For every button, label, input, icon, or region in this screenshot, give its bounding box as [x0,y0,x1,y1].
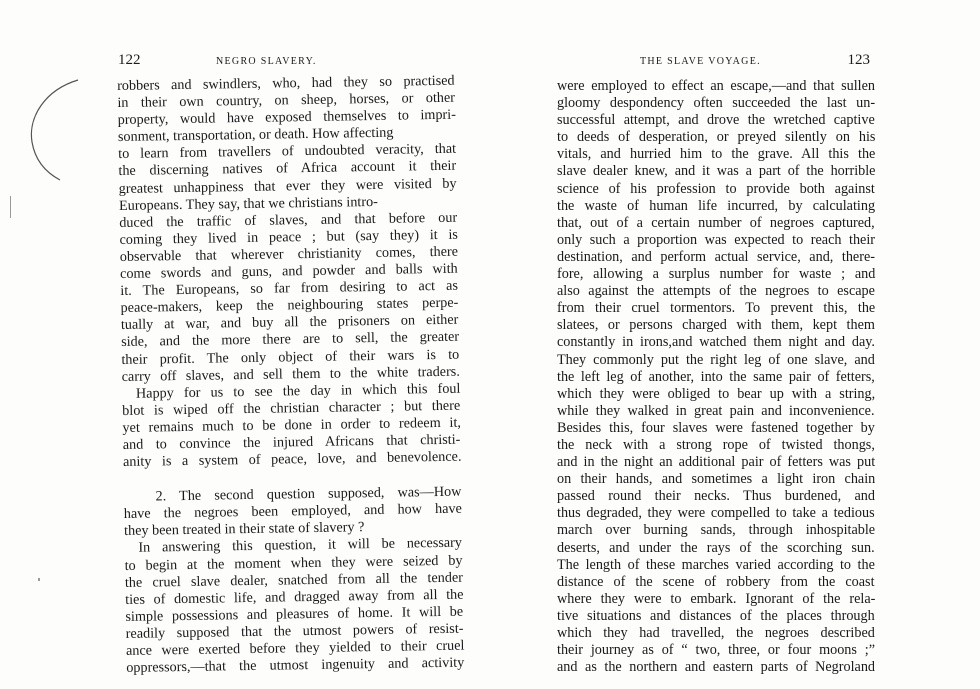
text-line: duced the traffic of slaves, and that before our [119,209,458,231]
text-line: the waste of human life incurred, by calculating [557,197,876,214]
left-page-body [117,73,464,677]
text-line: have the negroes been employed, and how have [123,500,462,523]
text-line: they been treated in their state of slavery ? [123,519,365,540]
text-line: observable that wherever christianity comes, there [119,243,459,265]
text-line: to begin at the moment when they were seized by [124,552,463,574]
text-line: 2. The second question supposed, was—How [155,483,462,505]
text-line: blot is wiped off the christian character ; but there [122,397,461,419]
margin-dot-mark [38,578,40,581]
text-line: were employed to effect an escape,—and that sullen [557,78,875,94]
left-page-header [118,52,448,74]
text-line: the left leg of another, into the same pair of fetters, [557,368,875,385]
text-line: tive situations and distances of the places through [557,607,875,624]
text-line: from their cruel tormentors. To prevent this, the [557,300,876,317]
text-line: vitals, and hurried him to the grave. All this the [557,146,876,163]
text-line: ance were exerted before they yielded to their cruel [125,637,465,659]
text-line: successful attempt, and drove the wretched captive [557,112,875,129]
text-line: march over burning sands, through inhospitable [557,522,876,539]
text-line: and as the northern and eastern parts of Negroland [557,659,876,676]
margin-tick-mark [10,196,11,218]
text-line: tually at war, and buy all the prisoners on either [120,311,459,334]
text-line: carry off slaves, and sell them to the white traders. [121,363,460,385]
text-line: in their own country, on sheep, horses, or other [117,89,456,112]
text-line: sonment, transportation, or death. How affecting [117,124,394,146]
left-running-head: NEGRO SLAVERY. [216,56,317,67]
text-line: The length of these marches varied according to the [557,556,875,573]
text-line: constantly in irons,and watched them night and day. [557,334,875,351]
right-page-body [557,78,875,676]
text-line: which they were obliged to bear up with a string, [557,385,876,402]
right-page [490,0,980,689]
text-line: the discerning natives of Africa account it their [118,158,457,180]
text-line: Besides this, four slaves were fastened together by [557,419,875,436]
text-line: side, and the more there are to sell, the greater [121,329,460,351]
left-page-number: 122 [118,52,141,68]
text-line: also against the attempts of the negroes to escape [557,283,875,300]
text-line: They commonly put the right leg of one slave, and [557,351,875,368]
text-line: coming they lived in peace ; but (say they) it is [119,226,458,248]
text-line: slatees, or persons charged with them, kept them [557,317,875,334]
text-line: Happy for us to see the day in which this foul [135,380,461,402]
text-line: destination, and perform actual service, and, there- [557,248,875,265]
text-line: Europeans. They say, that we christians intro- [118,193,378,214]
text-line: yet remains much to be done in order to redeem it, [122,414,462,436]
text-line: their profit. The only object of their wars is to [121,346,460,368]
text-line: science of his profession to provide both against [557,180,875,197]
text-line: their journey as of “ two, three, or four moons ;” [557,642,876,659]
text-line: property, would have exposed themselves to impri- [117,106,456,129]
text-line: that, out of a certain number of negroes captured, [557,214,875,231]
text-line: while they walked in great pain and inconvenience. [557,402,875,419]
text-line: where they were to embark. Ignorant of the rela- [557,590,876,607]
text-line: simple possessions and pleasures of home. It will be [125,603,464,625]
right-running-head: THE SLAVE VOYAGE. [640,56,761,67]
text-line: readily supposed that the utmost powers of resist- [125,620,464,642]
text-line: robbers and swindlers, who, had they so practised [117,72,455,94]
text-line: to deeds of desperation, or preyed silently on his [557,129,876,146]
text-line: ties of domestic life, and dragged away from all the [125,586,464,608]
text-line: gloomy despondency often succeeded the last un- [557,95,876,112]
text-line: deserts, and under the rays of the scorching sun. [557,539,875,556]
text-line: only such a proportion was expected to reach their [557,231,876,248]
margin-pencil-mark [20,72,80,182]
text-line: come swords and guns, and powder and balls with [119,260,458,283]
text-line: the cruel slave dealer, snatched from all the tender [124,569,464,591]
text-line: and in the night an additional pair of fetters was put [557,454,876,471]
text-line: anity is a system of peace, love, and benevolence. [122,448,462,471]
text-line: peace-makers, keep the neighbouring states perpe- [120,294,459,317]
text-line: fore, allowing a surplus number for waste ; and [557,266,876,283]
text-line: thus degraded, they were compelled to take a tedious [557,505,875,522]
right-page-number: 123 [847,52,870,68]
right-page-header [640,52,870,74]
text-line: on their hands, and sometimes a light iron chain [557,471,876,488]
text-line: slave dealer knew, and it was a part of the horrible [557,163,876,180]
text-line: distance of the scene of robbery from the coast [557,573,875,590]
text-line: and to convince the injured Africans that christi- [122,431,461,453]
text-line: to learn from travellers of undoubted veracity, that [118,141,457,163]
text-line: it. The Europeans, so far from desiring to act as [120,277,459,300]
text-line: In answering this question, it will be necessary [138,535,463,557]
text-line: passed round their necks. Thus burdened, and [557,488,875,505]
text-line: the neck with a strong rope of twisted thongs, [557,436,875,453]
text-line: greatest unhappiness that ever they were visited by [118,175,457,197]
text-line: which they had travelled, the negroes described [557,625,875,641]
text-line: oppressors,—that the utmost ingenuity and activity [126,654,465,677]
